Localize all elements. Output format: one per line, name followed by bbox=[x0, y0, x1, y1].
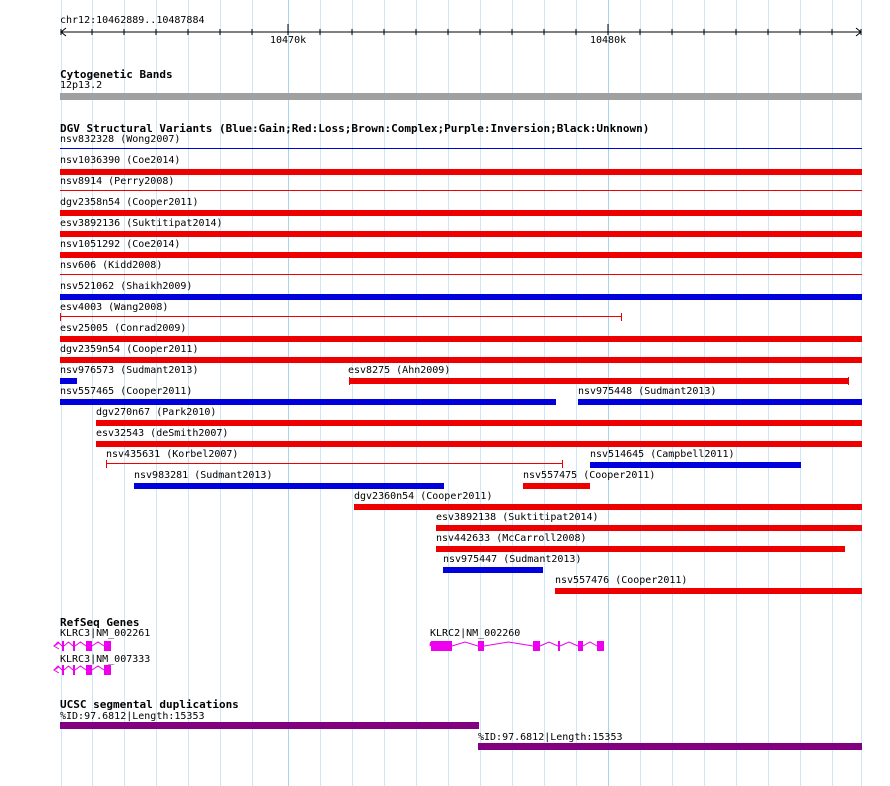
ruler-tick-label: 10470k bbox=[270, 35, 307, 46]
dgv-feature-label: nsv442633 (McCarroll2008) bbox=[436, 533, 587, 544]
track-title-cytobands[interactable]: Cytogenetic Bands bbox=[60, 68, 173, 81]
segdup-label: %ID:97.6812|Length:15353 bbox=[478, 732, 623, 743]
dgv-feature-label: nsv514645 (Campbell2011) bbox=[590, 449, 735, 460]
gene-model-klrc3-nm007333 bbox=[54, 665, 111, 675]
dgv-feature-label: nsv1036390 (Coe2014) bbox=[60, 155, 181, 166]
dgv-feature-label: dgv2359n54 (Cooper2011) bbox=[60, 344, 199, 355]
dgv-feature-label: esv4003 (Wang2008) bbox=[60, 302, 169, 313]
dgv-feature-label: esv8275 (Ahn2009) bbox=[348, 365, 451, 376]
dgv-feature-label: dgv270n67 (Park2010) bbox=[96, 407, 217, 418]
dgv-feature-label: nsv976573 (Sudmant2013) bbox=[60, 365, 199, 376]
gene-model-klrc2-nm002260 bbox=[430, 641, 604, 651]
gene-label: KLRC3|NM_002261 bbox=[60, 628, 151, 639]
dgv-feature-label: nsv557476 (Cooper2011) bbox=[555, 575, 688, 586]
ruler-region-label: chr12:10462889..10487884 bbox=[60, 15, 205, 26]
dgv-feature-label: esv3892138 (Suktitipat2014) bbox=[436, 512, 599, 523]
segdup-label: %ID:97.6812|Length:15353 bbox=[60, 711, 205, 722]
cytoband-label: 12p13.2 bbox=[60, 80, 103, 91]
gene-label: KLRC3|NM_007333 bbox=[60, 654, 151, 665]
dgv-feature-label: nsv983281 (Sudmant2013) bbox=[134, 470, 273, 481]
refseq-gene-models[interactable] bbox=[54, 641, 604, 675]
dgv-feature-label: nsv975448 (Sudmant2013) bbox=[578, 386, 717, 397]
dgv-feature-label: nsv975447 (Sudmant2013) bbox=[443, 554, 582, 565]
dgv-feature-label: esv32543 (deSmith2007) bbox=[96, 428, 229, 439]
dgv-feature-label: nsv435631 (Korbel2007) bbox=[106, 449, 239, 460]
ruler-axis bbox=[61, 24, 861, 36]
dgv-feature-label: nsv557475 (Cooper2011) bbox=[523, 470, 656, 481]
dgv-feature-label: nsv557465 (Cooper2011) bbox=[60, 386, 193, 397]
track-title-refseq[interactable]: RefSeq Genes bbox=[60, 616, 140, 629]
gene-model-klrc3-nm002261 bbox=[54, 641, 111, 651]
dgv-feature-label: nsv521062 (Shaikh2009) bbox=[60, 281, 193, 292]
dgv-feature-label: nsv832328 (Wong2007) bbox=[60, 134, 181, 145]
dgv-feature-label: dgv2358n54 (Cooper2011) bbox=[60, 197, 199, 208]
dgv-feature-label: nsv606 (Kidd2008) bbox=[60, 260, 163, 271]
gene-label: KLRC2|NM_002260 bbox=[430, 628, 521, 639]
track-title-dgv[interactable]: DGV Structural Variants (Blue:Gain;Red:Loss;Brown:Complex;Purple:Inversion;Black:Unknown) bbox=[60, 122, 650, 135]
ruler-tick-label: 10480k bbox=[590, 35, 627, 46]
track-title-segdup[interactable]: UCSC segmental duplications bbox=[60, 698, 239, 711]
dgv-feature-label: esv3892136 (Suktitipat2014) bbox=[60, 218, 223, 229]
dgv-feature-label: dgv2360n54 (Cooper2011) bbox=[354, 491, 493, 502]
dgv-feature-label: nsv1051292 (Coe2014) bbox=[60, 239, 181, 250]
dgv-feature-label: nsv8914 (Perry2008) bbox=[60, 176, 175, 187]
dgv-feature-label: esv25005 (Conrad2009) bbox=[60, 323, 187, 334]
